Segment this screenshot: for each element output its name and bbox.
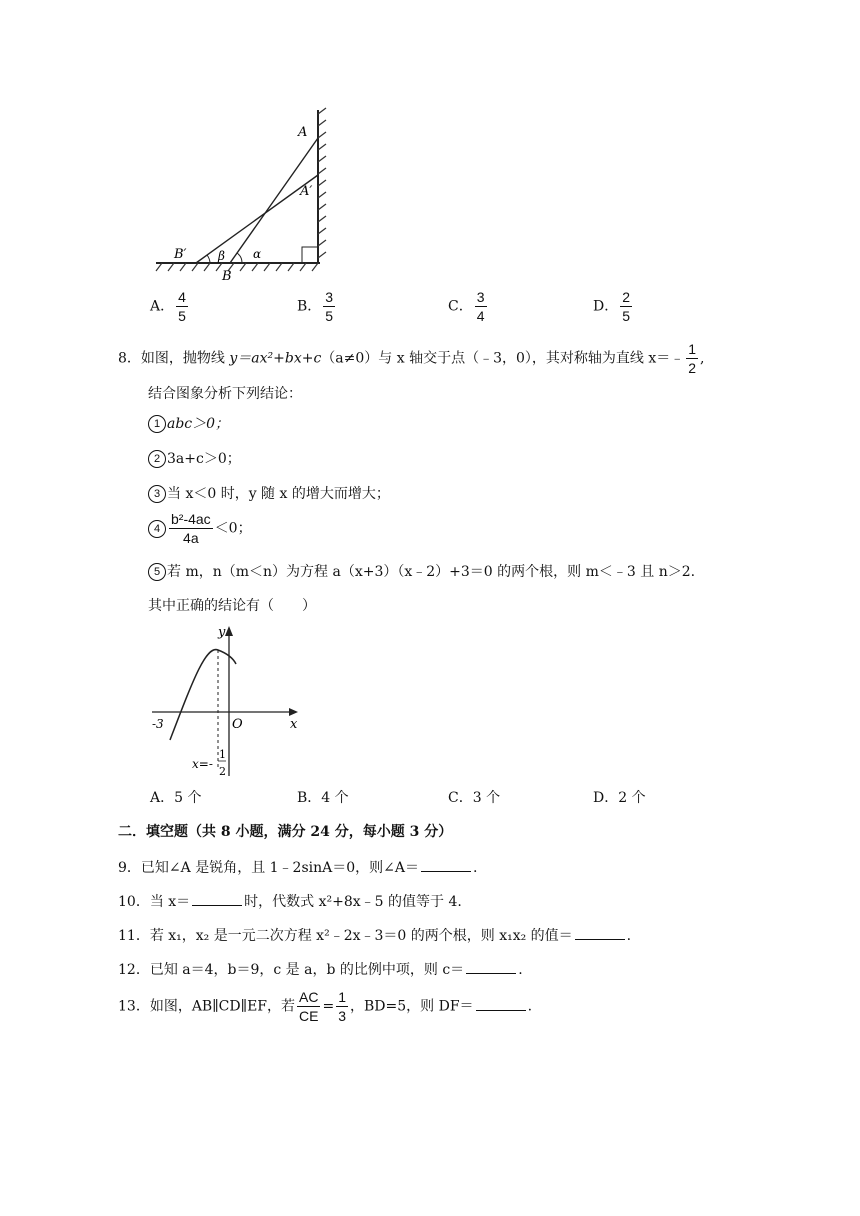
q8-question: 其中正确的结论有（ ） bbox=[148, 598, 316, 614]
q7-label-A: A bbox=[298, 125, 308, 140]
q8-option-c: C．3 个 bbox=[448, 790, 501, 806]
section-heading: 二．填空题（共 8 小题，满分 24 分，每小题 3 分） bbox=[118, 824, 453, 840]
q7-option-b: B． $\frac{3}{5}$ bbox=[297, 289, 334, 324]
q11: 11．若 x₁，x₂ 是一元二次方程 x²﹣2x﹣3＝0 的两个根，则 x₁x₂ 的值＝ . bbox=[118, 925, 631, 946]
q8-label-xeq: x=- bbox=[192, 757, 213, 771]
q8-label-neg3: -3 bbox=[152, 717, 164, 731]
q10: 10．当 x＝ 时，代数式 x²+8x﹣5 的值等于 4. bbox=[118, 891, 462, 912]
q12-answer-blank[interactable] bbox=[466, 959, 516, 974]
q8-conclusion-1: 1 abc＞0； bbox=[148, 414, 229, 434]
q8-label-x: x bbox=[290, 717, 298, 732]
q12: 12．已知 a＝4，b＝9，c 是 a，b 的比例中项，则 c＝ . bbox=[118, 959, 523, 980]
q8-conclusion-5: 5 若 m，n（m＜n）为方程 a（x+3）（x﹣2）+3＝0 的两个根，则 m＜﹣3 且 n＞2. bbox=[148, 562, 695, 582]
q8-option-d: D．2 个 bbox=[593, 790, 646, 806]
q7-option-d: D． $\frac{2}{5}$ bbox=[593, 289, 631, 324]
q8-label-origin: O bbox=[232, 717, 243, 732]
q9: 9．已知∠A 是锐角，且 1﹣2sinA＝0，则∠A＝ . bbox=[118, 857, 477, 878]
q7-label-B-prime: B′ bbox=[174, 247, 187, 262]
q7-option-a: A． $\frac{4}{5}$ bbox=[150, 289, 186, 324]
q7-label-beta: β bbox=[218, 249, 225, 263]
q8-option-a: A．5 个 bbox=[150, 790, 202, 806]
q7-figure bbox=[148, 100, 338, 290]
q8-label-half-num: 1 bbox=[219, 748, 226, 761]
q13-answer-blank[interactable] bbox=[476, 996, 526, 1011]
q8-label-y: y bbox=[218, 625, 226, 640]
q13: 13．如图，AB∥CD∥EF，若 $\frac{AC}{CE}$ = $\frac{1}{3}$ ，BD=5，则 DF＝ . bbox=[118, 989, 533, 1024]
q7-label-alpha: α bbox=[253, 247, 262, 261]
q8-figure bbox=[148, 620, 308, 780]
q7-label-A-prime: A′ bbox=[300, 184, 313, 199]
q7-label-B: B bbox=[222, 269, 232, 284]
q7-option-c: C． $\frac{3}{4}$ bbox=[448, 289, 485, 324]
q8-stem: 8．如图，抛物线 y＝ax²+bx+c（a≠0）与 x 轴交于点（﹣3，0），其对称轴为直线 x＝﹣ $\frac{1}{2}$ , bbox=[118, 341, 705, 376]
q8-conclusion-4: 4 $\frac{\text{b²-4ac}}{4a}$ ＜0； bbox=[148, 510, 252, 547]
q8-stem-line2: 结合图象分析下列结论： bbox=[148, 386, 302, 402]
q9-answer-blank[interactable] bbox=[421, 857, 471, 872]
q11-answer-blank[interactable] bbox=[575, 925, 625, 940]
q10-answer-blank[interactable] bbox=[192, 891, 242, 906]
q8-conclusion-3: 3 当 x＜0 时，y 随 x 的增大而增大； bbox=[148, 484, 390, 504]
q8-conclusion-2: 2 3a+c＞0； bbox=[148, 449, 241, 469]
q8-option-b: B．4 个 bbox=[297, 790, 349, 806]
q8-label-half-den: 2 bbox=[219, 765, 226, 778]
